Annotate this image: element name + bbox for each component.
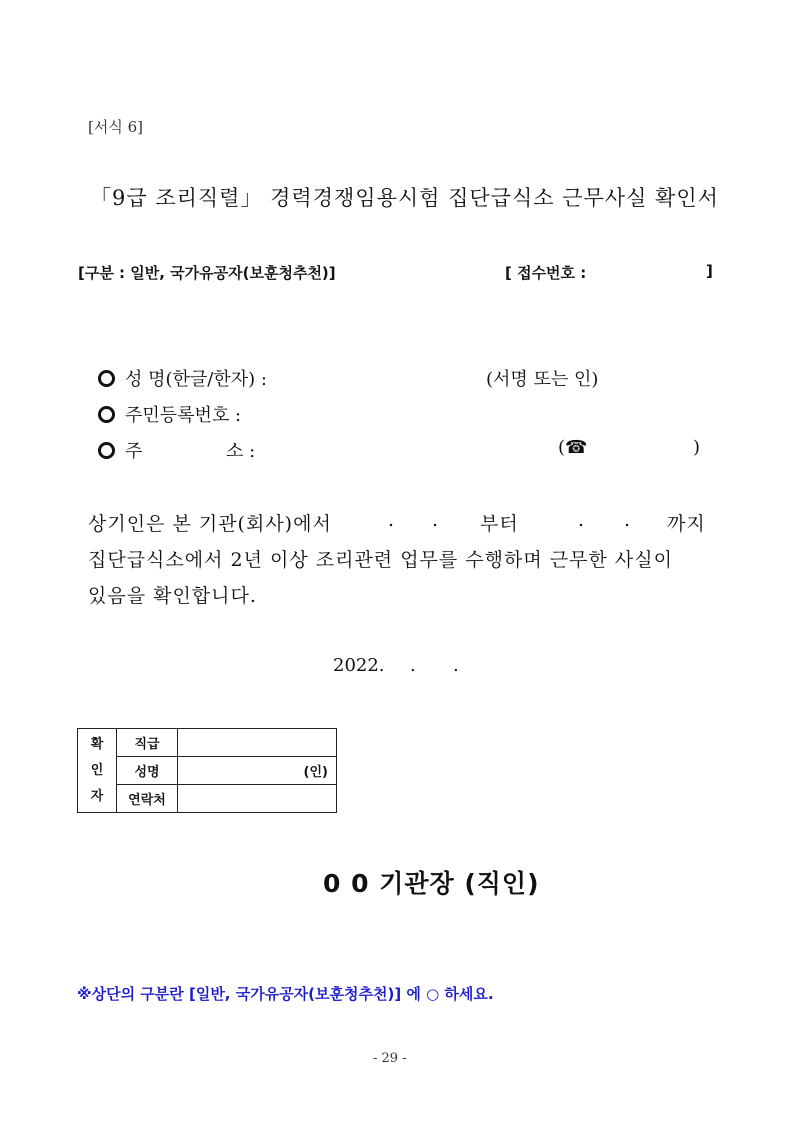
date-year: 2022. xyxy=(333,655,385,676)
address-label-part1: 주 xyxy=(125,441,143,462)
name-field-label: 성 명(한글/한자) : xyxy=(125,369,267,390)
statement-dot: . xyxy=(578,509,586,531)
address-label-part2: 소 : xyxy=(226,441,256,462)
seal-cell[interactable]: (인) xyxy=(178,757,337,785)
statement-dot: . xyxy=(432,509,440,531)
id-number-field-row xyxy=(98,401,241,427)
statement-line2: 집단급식소에서 2년 이상 조리관련 업무를 수행하며 근무한 사실이 xyxy=(88,549,673,571)
contact-value-cell[interactable] xyxy=(178,785,337,813)
circle-bullet-icon xyxy=(98,370,115,387)
issuer-seal-line: 0 0 기관장 (직인) xyxy=(323,869,540,898)
category-notice: ※상단의 구분란 [일반, 국가유공자(보훈청추천)] 에 ○ 하세요. xyxy=(77,985,494,1003)
confirmer-side-char: 확 xyxy=(90,736,104,752)
statement-line1-start: 상기인은 본 기관(회사)에서 xyxy=(88,513,332,535)
date-dot: . xyxy=(410,655,416,676)
page-number: - 29 - xyxy=(373,1051,407,1066)
confirmer-table xyxy=(77,728,337,813)
form-number: [서식 6] xyxy=(88,118,143,136)
receipt-number-close: ] xyxy=(706,262,713,280)
phone-close: ) xyxy=(693,437,701,458)
statement-from: 부터 xyxy=(480,513,519,535)
receipt-number-label: [ 접수번호 : xyxy=(505,264,587,282)
date-dot: . xyxy=(453,655,459,676)
name-label: 성명 xyxy=(117,757,178,785)
confirmer-side-char: 인 xyxy=(90,762,104,778)
confirmer-side-char: 자 xyxy=(90,788,104,804)
statement-line3: 있음을 확인합니다. xyxy=(88,585,257,607)
contact-label: 연락처 xyxy=(117,785,178,813)
address-field-row xyxy=(98,437,142,463)
statement-until: 까지 xyxy=(667,513,706,535)
statement-dot: . xyxy=(624,509,632,531)
confirmer-side-label xyxy=(78,729,117,813)
rank-value-cell[interactable] xyxy=(178,729,337,757)
statement-dot: . xyxy=(388,509,396,531)
rank-label: 직급 xyxy=(117,729,178,757)
signature-hint: (서명 또는 인) xyxy=(486,369,599,390)
circle-bullet-icon xyxy=(98,442,115,459)
document-title: 「9급 조리직렬」 경력경쟁임용시험 집단급식소 근무사실 확인서 xyxy=(90,186,719,210)
circle-bullet-icon xyxy=(98,406,115,423)
category-label: [구분 : 일반, 국가유공자(보훈청추천)] xyxy=(78,264,336,282)
phone-open: (☎ xyxy=(558,437,588,458)
name-field-row xyxy=(98,365,267,391)
id-number-label: 주민등록번호 : xyxy=(125,405,242,426)
